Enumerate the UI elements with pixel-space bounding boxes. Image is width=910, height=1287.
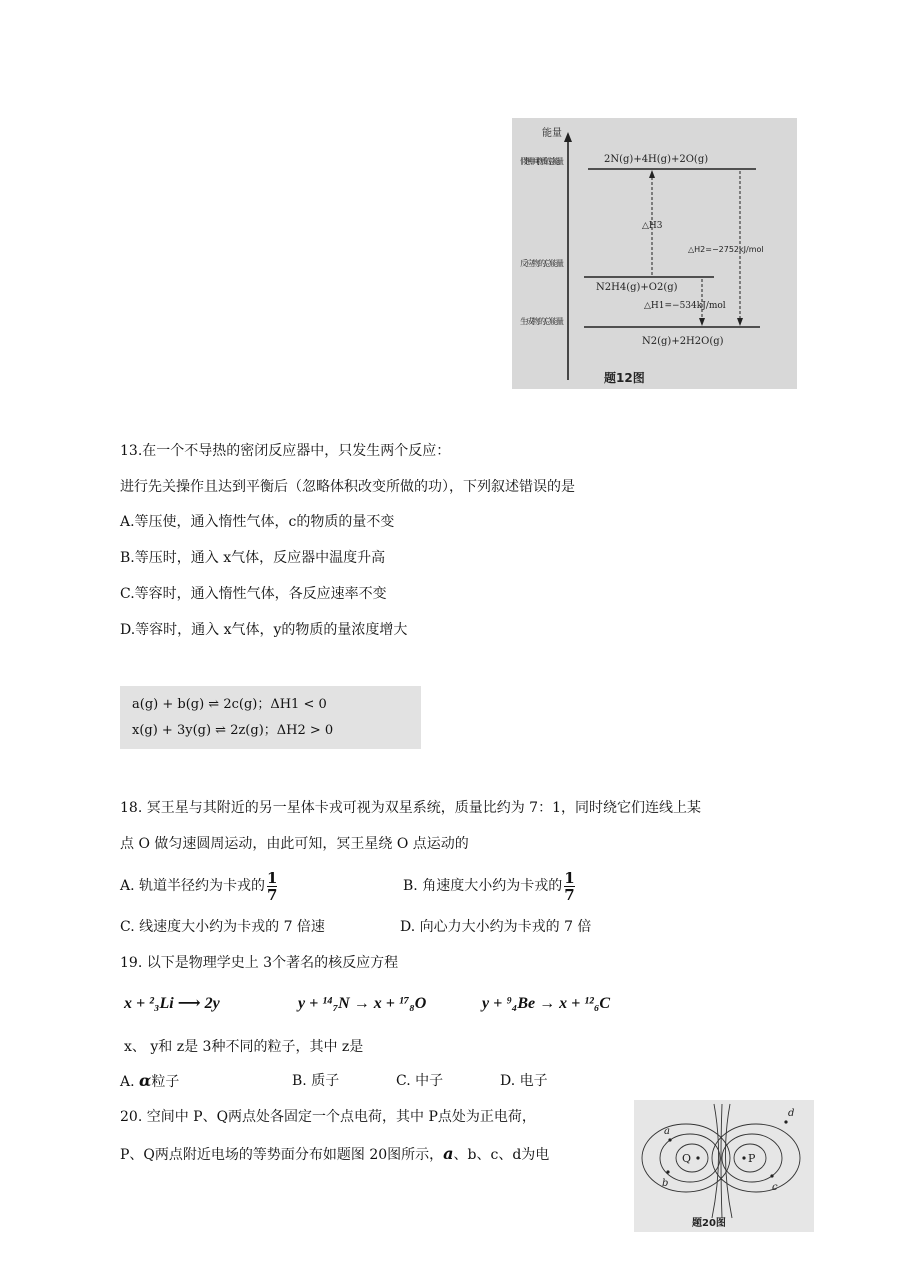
q19-stem: 19. 以下是物理学史上 3个著名的核反应方程 bbox=[120, 955, 399, 971]
point-c-fig-label: c bbox=[772, 1182, 778, 1193]
mid-species: N2H4(g)+O2(g) bbox=[596, 282, 678, 293]
dh3-label: △H3 bbox=[642, 221, 663, 231]
q19-equation-2: y + ¹⁴₇N → x + ¹⁷₈O bbox=[298, 995, 427, 1012]
q19-option-d: D. 电子 bbox=[500, 1073, 548, 1089]
q19-equation-3: y + ⁹₄Be → x + ¹²₆C bbox=[482, 995, 611, 1012]
q18-option-a-fraction bbox=[267, 870, 277, 903]
figure-20-caption: 题20图 bbox=[692, 1218, 726, 1229]
q18-option-b-fraction bbox=[564, 870, 574, 903]
q13-option-b: B.等压时，通入 x气体，反应器中温度升高 bbox=[120, 550, 386, 566]
level-top-label: 假想中间物质的总能量 bbox=[520, 157, 564, 166]
q18-option-c: C. 线速度大小约为卡戎的 7 倍速 bbox=[120, 919, 325, 935]
q18-option-d: D. 向心力大小约为卡戎的 7 倍 bbox=[400, 919, 592, 935]
q13-equation-2: x(g) + 3y(g) ⇌ 2z(g)；ΔH2 > 0 bbox=[132, 723, 334, 738]
q18-option-a-text: A. 轨道半径约为卡戎的 bbox=[120, 878, 266, 894]
figure-20-equipotential bbox=[634, 1100, 814, 1232]
q20-line-2 bbox=[120, 1144, 549, 1165]
q19-equation-1: x + ²₃Li ⟶ 2y bbox=[124, 995, 220, 1012]
figure-12-energy-diagram bbox=[512, 118, 797, 389]
point-b-fig-label: b bbox=[662, 1178, 669, 1189]
q13-line2: 进行先关操作且达到平衡后（忽略体积改变所做的功），下列叙述错误的是 bbox=[120, 479, 575, 495]
alpha-symbol: α bbox=[139, 1071, 152, 1090]
q18-stem-1: 18. 冥王星与其附近的另一星体卡戎可视为双星系统，质量比约为 7：1，同时绕它们连线上某 bbox=[120, 800, 701, 816]
q19-option-a-suffix: 粒子 bbox=[151, 1074, 180, 1090]
fraction-numerator: 1 bbox=[564, 868, 575, 887]
fraction-denominator: 7 bbox=[564, 885, 575, 904]
q18-option-b-text: B. 角速度大小约为卡戎的 bbox=[403, 878, 563, 894]
q13-equation-1: a(g) + b(g) ⇌ 2c(g)；ΔH1 < 0 bbox=[132, 697, 327, 712]
q18-option-b bbox=[403, 866, 575, 906]
q13-equations-image bbox=[120, 686, 421, 749]
point-d-fig-label: d bbox=[788, 1108, 795, 1119]
energy-axis-label: 能量 bbox=[542, 128, 562, 139]
q13-option-d: D.等容时，通入 x气体，y的物质的量浓度增大 bbox=[120, 622, 408, 638]
point-a-label: a bbox=[443, 1144, 454, 1163]
q13-option-a: A.等压使，通入惰性气体，c的物质的量不变 bbox=[120, 514, 395, 530]
top-species: 2N(g)+4H(g)+2O(g) bbox=[604, 154, 709, 165]
level-mid-label: 反应物的总能量 bbox=[520, 259, 564, 268]
dh2-label: △H2=−2752kJ/mol bbox=[688, 245, 764, 254]
q19-option-b: B. 质子 bbox=[292, 1073, 340, 1089]
level-bottom-label: 生成物的总能量 bbox=[520, 317, 564, 326]
q20-line-1: 20. 空间中 P、Q两点处各固定一个点电荷，其中 P点处为正电荷， bbox=[120, 1109, 536, 1125]
q19-option-c: C. 中子 bbox=[396, 1073, 444, 1089]
dh1-label: △H1=−534kJ/mol bbox=[644, 301, 726, 311]
q13-stem: 13.在一个不导热的密闭反应器中，只发生两个反应： bbox=[120, 443, 451, 459]
q13-option-c: C.等容时，通入惰性气体，各反应速率不变 bbox=[120, 586, 387, 602]
q18-option-a bbox=[120, 866, 277, 906]
figure-12-caption: 题12图 bbox=[604, 371, 645, 385]
fraction-denominator: 7 bbox=[267, 885, 278, 904]
bottom-species: N2(g)+2H2O(g) bbox=[642, 336, 724, 347]
q19-vars: x、 y和 z是 3种不同的粒子，其中 z是 bbox=[124, 1039, 364, 1055]
q19-option-a-prefix: A. bbox=[120, 1074, 135, 1090]
fraction-numerator: 1 bbox=[267, 868, 278, 887]
q19-option-a bbox=[120, 1071, 179, 1092]
charge-q-label: Q bbox=[682, 1152, 692, 1165]
point-a-fig-label: a bbox=[664, 1126, 670, 1137]
charge-p-label: P bbox=[748, 1152, 756, 1165]
q20-line-2-prefix: P、Q两点附近电场的等势面分布如题图 20图所示， bbox=[120, 1147, 444, 1163]
q18-stem-2: 点 O 做匀速圆周运动，由此可知，冥王星绕 O 点运动的 bbox=[120, 836, 469, 852]
q20-line-2-suffix: 、b、c、d为电 bbox=[453, 1147, 550, 1163]
